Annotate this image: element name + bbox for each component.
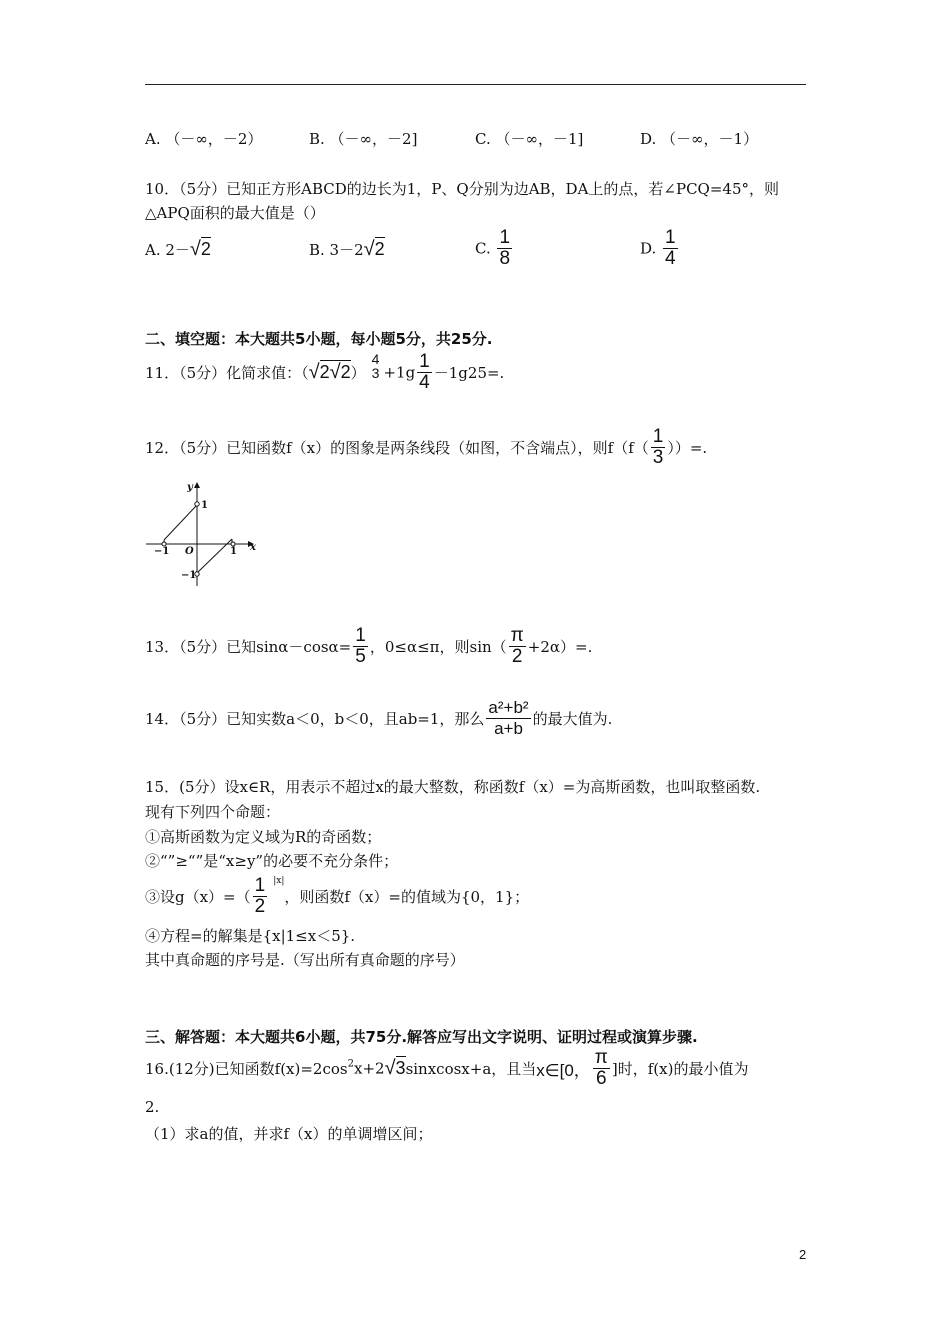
- q15-line3: ①高斯函数为定义域为R的奇函数；: [145, 828, 382, 846]
- q10-line1: 10．（5分）已知正方形ABCD的边长为1，P、Q分别为边AB，DA上的点，若∠PCQ=45°，则: [145, 180, 780, 198]
- q16-line1: 16.(12分)已知函数$f(x)=2\cos^2x+2√3sinxcosx+a$，且当x∈[0， $\frac{\pi}{6}$ ]时，f(x)的最小值为: [145, 1047, 749, 1089]
- x-axis-label: x: [250, 542, 256, 553]
- q11: 11．（5分）化简求值：（√2√2） 4 3 +1g $\frac{1}{4}$ －1g25=.: [145, 351, 505, 393]
- page-number: 2: [799, 1247, 807, 1262]
- y-axis-arrow: [194, 482, 200, 488]
- tick-x-neg: −1: [154, 546, 170, 557]
- section2-title: 二、填空题：本大题共5小题，每小题5分，共25分.: [145, 330, 493, 348]
- section3-title: 三、解答题：本大题共6小题，共75分.解答应写出文字说明、证明过程或演算步骤.: [145, 1028, 698, 1046]
- q9-option-b: B. （－∞，－2]: [309, 130, 418, 148]
- q16-line3: （1）求a的值，并求f（x）的单调增区间；: [145, 1125, 433, 1143]
- q15-line6: ④方程=的解集是{x|1≤x＜5}.: [145, 927, 356, 945]
- q9-option-c: C. （－∞，－1]: [475, 130, 584, 148]
- q10-option-a: A. 2－√2: [145, 238, 211, 260]
- segment-left: [164, 506, 196, 540]
- function-graph: [140, 478, 260, 590]
- q9-option-d: D. （－∞，－1）: [640, 130, 759, 148]
- header-rule: [145, 84, 806, 85]
- origin-label: O: [185, 546, 194, 557]
- tick-x-pos: 1: [230, 546, 237, 557]
- q15-line2: 现有下列四个命题：: [145, 803, 281, 821]
- q16-line2: 2.: [145, 1098, 160, 1116]
- q14: 14．（5分）已知实数a＜0，b＜0，且ab=1，那么 $\frac{\text{a²+b²}}{a+b}$ 的最大值为.: [145, 698, 613, 738]
- q15-line4: ②“”≥“”是“x≥y”的必要不充分条件；: [145, 852, 399, 870]
- q15-line7: 其中真命题的序号是.（写出所有真命题的序号）: [145, 951, 465, 969]
- tick-y-neg: −1: [181, 570, 197, 581]
- q10-line2: △APQ面积的最大值是（）: [145, 204, 325, 222]
- tick-y-pos: 1: [201, 500, 208, 511]
- y-axis-label: y: [187, 482, 193, 493]
- q10-option-c: C. $\frac{1}{8}$: [475, 227, 511, 269]
- q9-option-a: A. （－∞，－2）: [145, 130, 263, 148]
- q15-line5: ③设g（x）=（ $\frac{1}{2}$ $^{|x|}$，则函数f（x）=的值域为{0，1}；: [145, 875, 530, 917]
- open-point-top: [195, 502, 199, 506]
- q10-option-b: B. 3－2√2: [309, 238, 385, 260]
- q15-line1: 15．(5分）设x∈R，用表示不超过x的最大整数，称函数f（x）=为高斯函数，也叫取整函数.: [145, 778, 761, 796]
- q12: 12．（5分）已知函数f（x）的图象是两条线段（如图，不含端点），则f（f（ $\frac{1}{3}$ ））=.: [145, 426, 708, 468]
- q13: 13．（5分）已知sinα－cosα= $\frac{1}{5}$ ，0≤α≤π，则sin（ $\frac{\pi}{2}$ +2α）=.: [145, 625, 593, 667]
- q10-option-d: D. $\frac{1}{4}$: [640, 227, 676, 269]
